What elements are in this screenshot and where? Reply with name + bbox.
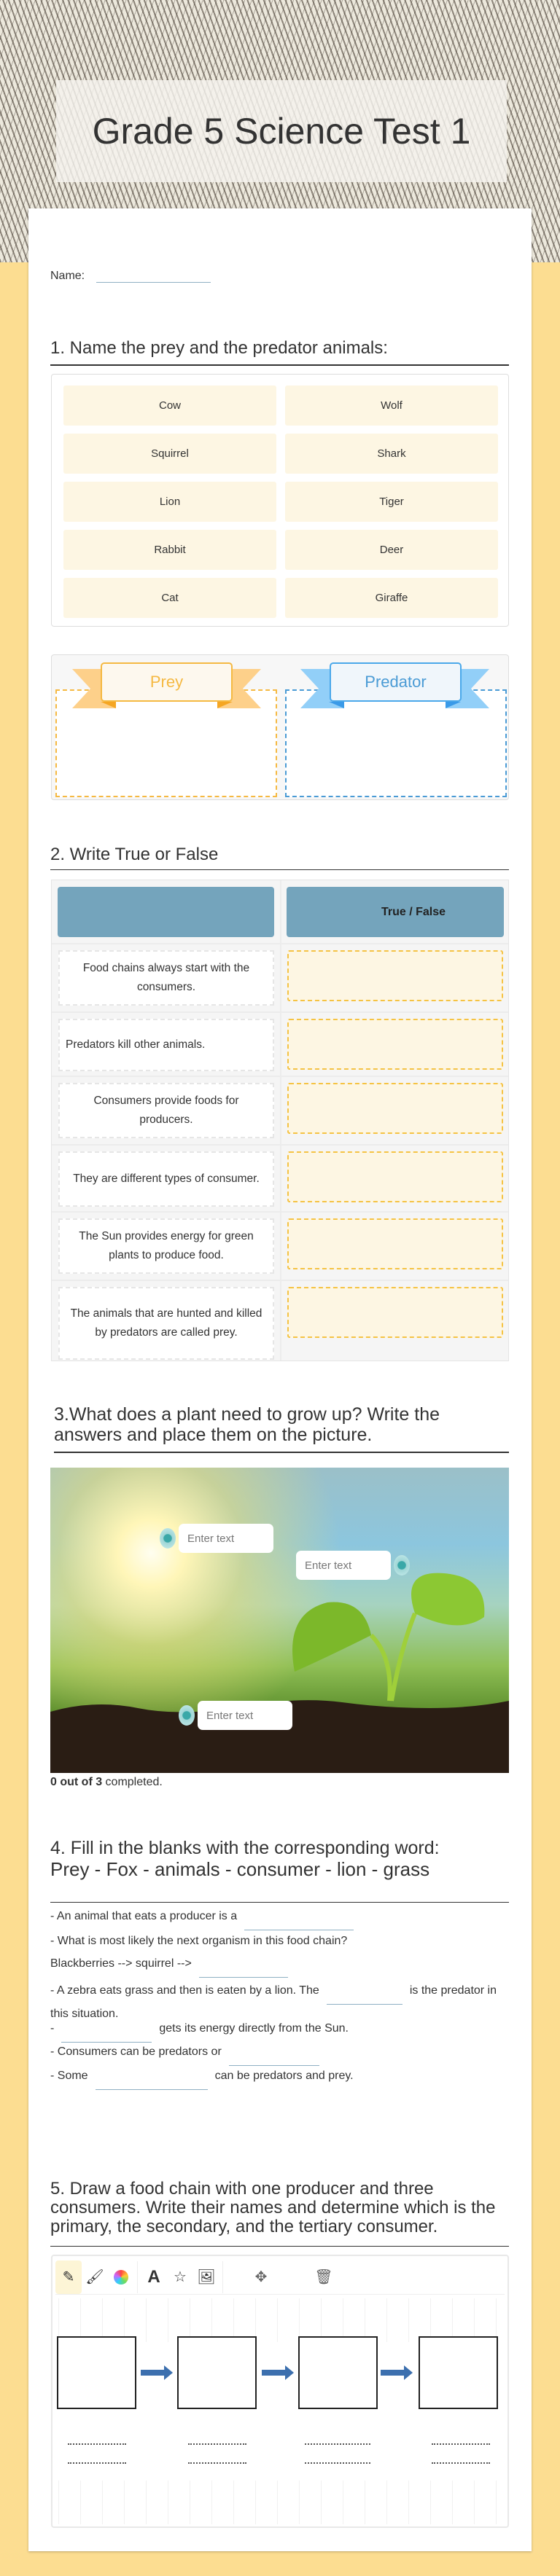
arrow-right-icon [381, 2365, 413, 2380]
sentence-text: is the predator in this situation. [50, 1984, 497, 2020]
answer-drop-zone[interactable] [287, 1019, 503, 1070]
blank-line [50, 2045, 509, 2066]
word-bank [51, 374, 509, 627]
arrow-right-icon [262, 2365, 294, 2380]
canvas-background [58, 2481, 503, 2524]
row-divider [52, 943, 508, 944]
sentence-text: - Some [50, 2070, 88, 2082]
word-tile[interactable]: Shark [285, 434, 498, 474]
color-wheel-icon[interactable] [108, 2260, 134, 2294]
worksheet-card [28, 208, 532, 2551]
statement-card[interactable]: They are different types of consumer. [58, 1151, 274, 1207]
row-divider [52, 1211, 508, 1213]
word-tile[interactable]: Giraffe [285, 578, 498, 618]
text-icon[interactable]: A [147, 2266, 160, 2287]
sentence-text: Blackberries --> squirrel --> [50, 1957, 192, 1970]
q4-heading: 4. Fill in the blanks with the corresponding word: [50, 1838, 440, 1858]
statement-card[interactable]: The animals that are hunted and killed by predators are called prey. [58, 1287, 274, 1360]
q3-heading: 3.What does a plant need to grow up? Write the answers and place them on the picture. [54, 1404, 440, 1445]
q5-heading: 5. Draw a food chain with one producer and three consumers. Write their names and determine which is the primary, the secondary, and the tertiary consumer. [50, 2179, 496, 2236]
sentence-text: can be predators and prey. [214, 2070, 354, 2082]
drawing-canvas[interactable] [51, 2255, 509, 2528]
q2-divider [50, 869, 509, 870]
food-chain-box [177, 2336, 257, 2409]
blank-line [50, 1910, 509, 1930]
page-title: Grade 5 Science Test 1 [56, 80, 507, 182]
toolbar-separator [137, 2261, 138, 2293]
food-chain-box [419, 2336, 498, 2409]
prey-label: Prey [101, 662, 233, 702]
blank-input[interactable] [199, 1962, 288, 1978]
row-divider [52, 1011, 508, 1013]
sentence-text: - What is most likely the next organism in this food chain? [50, 1935, 348, 1947]
blank-line [50, 2070, 509, 2090]
answer-drop-zone[interactable] [287, 1287, 503, 1338]
column-divider [280, 880, 281, 1361]
answer-drop-zone[interactable] [287, 1151, 503, 1202]
answer-drop-zone[interactable] [287, 1083, 503, 1134]
role-dotted-line [432, 2462, 490, 2464]
star-icon[interactable]: ☆ [174, 2269, 187, 2285]
sentence-text: gets its energy directly from the Sun. [159, 2022, 349, 2035]
hotspot [296, 1551, 410, 1580]
name-dotted-line [305, 2443, 370, 2445]
hotspot-text-input[interactable] [198, 1701, 292, 1730]
completion-status [50, 1776, 163, 1789]
canvas-background [58, 2298, 503, 2342]
name-dotted-line [432, 2443, 490, 2445]
brush-icon[interactable]: 🖌 [85, 2269, 104, 2285]
statement-card[interactable]: The Sun provides energy for green plants to produce food. [58, 1218, 274, 1274]
name-dotted-line [188, 2443, 246, 2445]
completion-suffix: completed. [102, 1776, 163, 1788]
hotspot [160, 1524, 273, 1553]
role-dotted-line [68, 2462, 126, 2464]
trash-icon[interactable]: 🗑 [314, 2269, 333, 2285]
blank-line [50, 2022, 509, 2043]
row-divider [52, 1144, 508, 1146]
answer-drop-zone[interactable] [287, 950, 503, 1001]
statement-column-header [58, 887, 274, 937]
hotspot-text-input[interactable] [179, 1524, 273, 1553]
word-bank-text: Prey - Fox - animals - consumer - lion - grass [50, 1858, 430, 1880]
q1-heading: 1. Name the prey and the predator animals: [50, 338, 388, 358]
blank-line [50, 1957, 509, 1978]
q4-divider [50, 1902, 509, 1903]
food-chain-box [298, 2336, 378, 2409]
name-label: Name: [50, 270, 85, 282]
word-tile[interactable]: Tiger [285, 482, 498, 522]
sentence-text: - [50, 2022, 55, 2035]
role-dotted-line [305, 2462, 370, 2464]
hotspot [179, 1701, 292, 1730]
arrow-right-icon [141, 2365, 173, 2380]
food-chain-box [57, 2336, 136, 2409]
name-dotted-line [68, 2443, 126, 2445]
image-icon[interactable]: 🖼 [197, 2269, 216, 2285]
completion-count: 0 out of 3 [50, 1776, 103, 1788]
sentence-text: - A zebra eats grass and then is eaten by a lion. The [50, 1984, 319, 1997]
true-false-column-header: True / False [287, 887, 504, 937]
blank-input[interactable] [327, 1989, 402, 2005]
q3-divider [54, 1452, 509, 1453]
move-icon[interactable]: ✥ [254, 2269, 268, 2285]
q2-heading: 2. Write True or False [50, 845, 219, 864]
predator-label: Predator [330, 662, 462, 702]
hotspot-text-input[interactable] [296, 1551, 391, 1580]
word-tile[interactable]: Rabbit [63, 530, 276, 570]
blank-line [50, 1935, 509, 1948]
statement-card[interactable]: Predators kill other animals. [58, 1019, 274, 1071]
hotspot-marker-icon[interactable] [160, 1528, 176, 1549]
statement-card[interactable]: Consumers provide foods for producers. [58, 1083, 274, 1138]
blank-line [50, 1981, 509, 2023]
q1-divider [50, 364, 509, 366]
drawing-toolbar [55, 2260, 505, 2295]
blank-input[interactable] [244, 1914, 354, 1930]
role-dotted-line [188, 2462, 246, 2464]
blank-input[interactable] [61, 2027, 152, 2043]
word-tile[interactable]: Squirrel [63, 434, 276, 474]
word-tile[interactable]: Deer [285, 530, 498, 570]
blank-input[interactable] [96, 2074, 208, 2090]
true-false-table [51, 880, 509, 1361]
name-input[interactable] [96, 267, 211, 283]
category-sort [51, 654, 509, 800]
word-tile[interactable]: Cow [63, 385, 276, 426]
row-divider [52, 1076, 508, 1077]
blank-input[interactable] [229, 2050, 319, 2066]
row-divider [52, 1280, 508, 1281]
statement-card[interactable]: Food chains always start with the consumers. [58, 950, 274, 1006]
answer-drop-zone[interactable] [287, 1218, 503, 1269]
word-tile[interactable]: Lion [63, 482, 276, 522]
pencil-icon[interactable]: ✎ [55, 2260, 82, 2294]
hotspot-marker-icon[interactable] [179, 1705, 195, 1726]
q5-divider [50, 2246, 509, 2247]
hotspot-marker-icon[interactable] [394, 1555, 410, 1575]
toolbar-separator [222, 2261, 223, 2293]
sentence-text: - Consumers can be predators or [50, 2045, 222, 2058]
word-tile[interactable]: Cat [63, 578, 276, 618]
word-tile[interactable]: Wolf [285, 385, 498, 426]
plant-hotspot-image [50, 1468, 509, 1773]
sentence-text: - An animal that eats a producer is a [50, 1910, 238, 1922]
